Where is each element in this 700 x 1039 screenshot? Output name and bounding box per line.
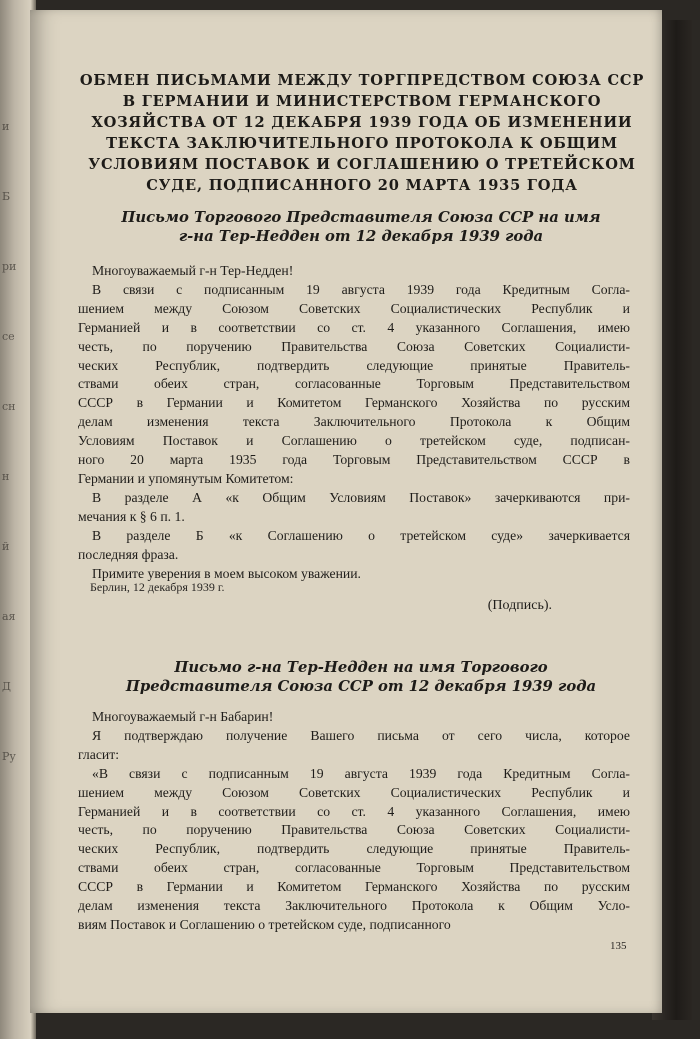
left-page-fragment: ри: [2, 260, 17, 273]
text-line: честь, по поручению Правительства Союза Советских Социалисти-: [78, 338, 630, 354]
left-page-fragment: сн: [2, 400, 16, 413]
text-line: виям Поставок и Соглашению о третейском суде, подписанного: [78, 916, 451, 932]
heading-line: Письмо г-на Тер-Недден на имя Торгового: [174, 659, 548, 676]
left-page-fragment: и: [2, 120, 10, 133]
text-line: ствами обеих стран, согласованные Торговым Представительством: [78, 860, 630, 876]
text-line: «В связи с подписанным 19 августа 1939 года Кредитным Согла-: [92, 765, 630, 781]
title-line: ХОЗЯЙСТВА ОТ 12 ДЕКАБРЯ 1939 ГОДА ОБ ИЗМЕНЕНИИ: [91, 114, 633, 131]
letter1-body: [78, 262, 630, 583]
left-page-fragment: й: [2, 540, 10, 553]
letter2-greeting: Многоуважаемый г-н Бабарин!: [92, 709, 274, 724]
text-line: В связи с подписанным 19 августа 1939 года Кредитным Согла-: [92, 281, 630, 297]
letter1-signature: (Подпись).: [487, 598, 552, 613]
text-line: делам изменения текста Заключительного Протокола к Общим Усло-: [78, 898, 630, 914]
text-line: последняя фраза.: [78, 546, 179, 562]
book-page: [30, 10, 662, 1013]
left-page-fragment: ая: [2, 610, 16, 623]
letter2-body: [78, 708, 630, 935]
title-line: СУДЕ, ПОДПИСАННОГО 20 МАРТА 1935 ГОДА: [146, 177, 578, 194]
text-line: ческих Республик, подтвердить следующие принятые Правитель-: [78, 357, 630, 373]
text-line: ствами обеих стран, согласованные Торговым Представительством: [78, 376, 630, 392]
title-line: В ГЕРМАНИИ И МИНИСТЕРСТВОМ ГЕРМАНСКОГО: [122, 93, 602, 110]
text-line: СССР в Германии и Комитетом Германского Хозяйства по русским: [78, 395, 630, 411]
text-line: гласит:: [78, 746, 120, 762]
left-page-fragment: Б: [2, 190, 11, 203]
left-page-fragment: се: [2, 330, 15, 343]
heading-line: г-на Тер-Недден от 12 декабря 1939 года: [178, 228, 544, 245]
title-line: УСЛОВИЯМ ПОСТАВОК И СОГЛАШЕНИЮ О ТРЕТЕЙСКОМ: [88, 156, 636, 173]
text-line: шением между Союзом Советских Социалистических Республик и: [78, 300, 630, 316]
text-line: СССР в Германии и Комитетом Германского Хозяйства по русским: [78, 879, 630, 895]
text-line: Условиям Поставок и Соглашению о третейском суде, подписан-: [78, 433, 630, 449]
text-line: честь, по поручению Правительства Союза Советских Социалисти-: [78, 822, 630, 838]
heading-line: Письмо Торгового Представителя Союза ССР на имя: [121, 209, 601, 226]
letter1-heading: [66, 208, 656, 246]
letter1-closing: Примите уверения в моем высоком уважении.: [92, 565, 361, 581]
text-line: Германией и в соответствии со ст. 4 указанного Соглашения, имею: [78, 319, 630, 335]
letter1-paragraph: [78, 281, 630, 489]
text-line: В разделе А «к Общим Условиям Поставок» зачеркиваются при-: [92, 489, 630, 505]
letter2-heading: [66, 658, 656, 696]
text-line: ческих Республик, подтвердить следующие принятые Правитель-: [78, 841, 630, 857]
document-title: [62, 70, 662, 196]
heading-line: Представителя Союза ССР от 12 декабря 1939 года: [125, 678, 597, 695]
text-line: ного 20 марта 1935 года Торговым Представительством СССР в: [78, 452, 630, 468]
letter1-paragraph: [78, 527, 630, 565]
text-line: Я подтверждаю получение Вашего письма от сего числа, которое: [92, 727, 630, 743]
left-page-fragment: Д: [2, 680, 11, 693]
title-line: ТЕКСТА ЗАКЛЮЧИТЕЛЬНОГО ПРОТОКОЛА К ОБЩИМ: [106, 135, 618, 152]
left-page-fragment: н: [2, 470, 10, 483]
text-line: шением между Союзом Советских Социалистических Республик и: [78, 784, 630, 800]
text-line: Германии и упомянутым Комитетом:: [78, 470, 294, 486]
left-page-fragment: Ру: [2, 750, 16, 763]
title-line: ОБМЕН ПИСЬМАМИ МЕЖДУ ТОРГПРЕДСТВОМ СОЮЗА ССР: [79, 72, 645, 89]
letter1-paragraph: [78, 489, 630, 527]
page-number: 135: [610, 940, 627, 952]
letter1-greeting: Многоуважаемый г-н Тер-Недден!: [92, 263, 294, 278]
letter1-dateline: Берлин, 12 декабря 1939 г.: [90, 580, 225, 594]
text-line: делам изменения текста Заключительного Протокола к Общим: [78, 414, 630, 430]
text-line: Германией и в соответствии со ст. 4 указанного Соглашения, имею: [78, 803, 630, 819]
letter2-paragraph: [78, 765, 630, 935]
text-line: В разделе Б «к Соглашению о третейском суде» зачеркивается: [92, 527, 630, 543]
text-line: мечания к § 6 п. 1.: [78, 508, 185, 524]
letter2-paragraph: [78, 727, 630, 765]
